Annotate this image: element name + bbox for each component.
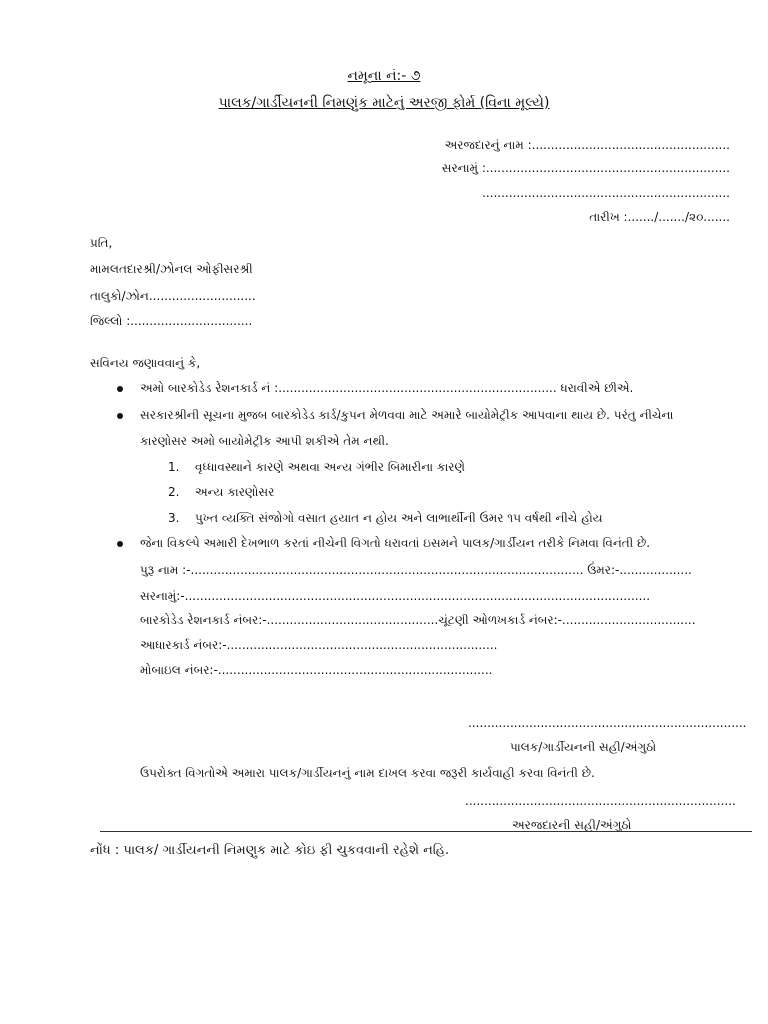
applicant-signature-label: અરજદારની સહી/અંગુઠો bbox=[512, 818, 632, 832]
request-text: ઉપરોક્ત વિગતોએ અમારા પાલક/ગાર્ડીયનનું નામ દાખલ કરવા જરૂરી કાર્યવાહી કરવા વિનંતી છે. bbox=[140, 766, 595, 780]
officer-line: મામલતદારશ્રી/ઝોનલ ઓફીસરશ્રી bbox=[90, 262, 253, 276]
guardian-address-field: સરનામું:-.......................................................................................................................... bbox=[140, 589, 651, 603]
taluka-line: તાલુકો/ઝોન............................ bbox=[90, 289, 256, 303]
guardian-signature-label: પાલક/ગાર્ડીયનની સહી/અંગુઠો bbox=[510, 740, 657, 754]
reason-number: 2. bbox=[168, 485, 180, 499]
bullet-guardian-request: જેના વિકલ્પે અમારી દેખભાળ કરતાં નીચેની વિગતો ધરાવતાં ઇસમને પાલક/ગાર્ડીયન તરીકે નિમવા વિનંતી છે. bbox=[140, 536, 651, 550]
prati-label: પ્રતિ, bbox=[90, 236, 113, 250]
applicant-name-line: અરજદારનું નામ :.................................................... bbox=[444, 138, 730, 152]
bullet-dot bbox=[117, 541, 123, 547]
applicant-address-line: સરનામું :................................................................ bbox=[441, 161, 730, 175]
district-line: જિલ્લો :................................ bbox=[90, 314, 253, 328]
bullet-dot bbox=[117, 386, 123, 392]
bullet-ration-card: અમો બારકોડેડ રેશનકાર્ડ નં :......................................................................... ધરાવીએ છીએ. bbox=[140, 381, 634, 395]
bullet-biometric: સરકારશ્રીની સૂચના મુજબ બારકોડેડ કાર્ડ/કુપન મેળવવા માટે અમારે બાયોમેટ્રીક આપવાના થાય છે. પરંતુ નીચેના bbox=[140, 408, 674, 422]
reason-text: પુખ્ત વ્યક્તિ સંજોગો વસાત હયાત ન હોય અને લાભાર્થીની ઉમર ૧૫ વર્ષથી નીચે હોય bbox=[195, 511, 603, 525]
reason-number: 1. bbox=[168, 460, 180, 474]
date-line: તારીખ :......./......./૨૦....... bbox=[589, 210, 730, 224]
guardian-aadhaar-field: આધારકાર્ડ નંબર:-....................................................................... bbox=[140, 638, 498, 652]
guardian-mobile-field: મોબાઇલ નંબર:-........................................................................ bbox=[140, 663, 493, 677]
guardian-signature-line: ......................................................................... bbox=[468, 716, 747, 730]
divider-line bbox=[100, 831, 752, 832]
applicant-signature-line: ....................................................................... bbox=[465, 794, 736, 808]
bullet-biometric-cont: કારણોસર અમો બાયોમેટ્રીક આપી શકીએ તેમ નથી. bbox=[140, 434, 389, 448]
reason-number: 3. bbox=[168, 511, 180, 525]
form-number-title: નમૂના નં:- ૭ bbox=[347, 68, 421, 84]
guardian-ration-card-field: બારકોડેડ રેશનકાર્ડ નંબર:-.............................................ચૂંટણી ઓળખકાર્ડ નંબર:-................................... bbox=[140, 613, 696, 627]
reason-text: વૃધ્ધાવસ્થાને કારણે અથવા અન્ય ગંભીર બિમારીના કારણે bbox=[195, 460, 465, 474]
applicant-address-cont-line: ................................................................. bbox=[482, 186, 730, 200]
guardian-full-name-field: પુરૂ નામ :-....................................................................................................... ઉંમર:-................... bbox=[140, 563, 692, 577]
form-title: પાલક/ગાર્ડીયનની નિમણુંક માટેનું અરજી ફોર્મ (વિના મૂલ્યે) bbox=[218, 95, 550, 111]
reason-text: અન્ય કારણોસર bbox=[195, 485, 275, 499]
note-text: નોંધ : પાલક/ ગાર્ડીયનની નિમણુક માટે કોઇ ફી ચુકવવાની રહેશે નહિ. bbox=[90, 843, 450, 858]
bullet-dot bbox=[117, 413, 123, 419]
salutation: સવિનય જણાવવાનું કે, bbox=[90, 356, 201, 370]
